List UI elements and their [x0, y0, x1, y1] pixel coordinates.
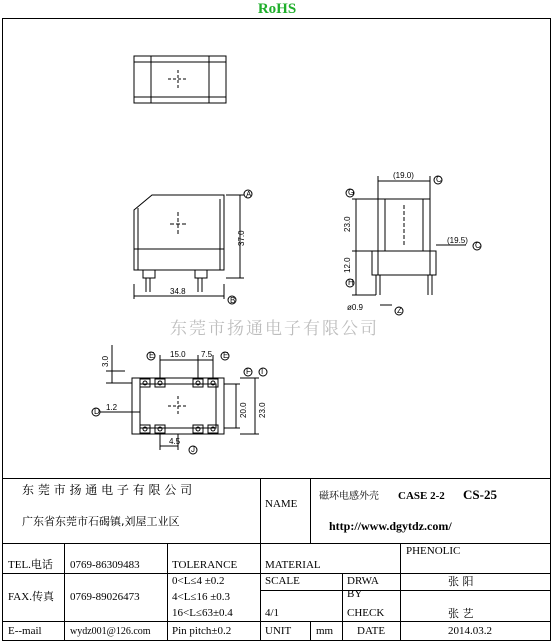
side-body-height-dim: 23.0 — [343, 216, 352, 232]
bottom-callout-j: J — [191, 445, 195, 454]
side-width-top-dim: (19.0) — [393, 171, 414, 180]
drawn-label: DRWA BY — [347, 575, 379, 600]
bottom-callout-d: D — [94, 407, 100, 416]
tolerance-row-3: 16<L≤63±0.4 — [172, 607, 233, 619]
side-callout-c2: C — [475, 241, 481, 250]
tolerance-row-1: 0<L≤4 ±0.2 — [172, 575, 225, 587]
side-callout-h: H — [348, 278, 354, 287]
front-callout-b: B — [230, 296, 236, 305]
side-pin-height-dim: 12.0 — [343, 257, 352, 273]
fax-value: 0769-89026473 — [70, 591, 140, 603]
scale-value: 4/1 — [265, 607, 280, 619]
side-callout-g: G — [348, 188, 355, 197]
front-width-dim: 34.8 — [170, 287, 186, 296]
date-label: DATE — [357, 625, 386, 637]
fax-label: FAX.传真 — [8, 591, 54, 603]
bottom-callout-f: F — [246, 367, 251, 376]
bottom-dim-1-2: 1.2 — [106, 403, 118, 412]
scale-label: SCALE — [265, 575, 300, 587]
tel-value: 0769-86309483 — [70, 559, 140, 571]
bottom-callout-e1: E — [149, 351, 155, 360]
checked-by: 张 艺 — [448, 607, 474, 620]
side-callout-z: Z — [397, 306, 402, 315]
unit-value: mm — [316, 625, 334, 637]
tolerance-row-2: 4<L≤16 ±0.3 — [172, 591, 230, 603]
material-label: MATERIAL — [265, 559, 321, 571]
front-callout-a: A — [246, 190, 252, 199]
side-callout-c1: C — [436, 175, 442, 184]
date-value: 2014.03.2 — [448, 625, 492, 637]
website-link[interactable]: http://www.dgytdz.com/ — [329, 519, 452, 533]
bottom-dim-23: 23.0 — [258, 402, 267, 418]
bottom-dim-3: 3.0 — [101, 355, 110, 367]
part-number: CS-25 — [463, 487, 497, 502]
title-block — [2, 478, 551, 641]
bottom-callout-i: I — [261, 367, 264, 376]
bottom-callout-e2: E — [223, 351, 229, 360]
material-value: PHENOLIC — [406, 545, 461, 557]
email-label: E--mail — [8, 625, 42, 637]
check-label: CHECK — [347, 607, 385, 619]
bottom-dim-7-5: 7.5 — [201, 350, 213, 359]
name-label: NAME — [265, 498, 298, 510]
side-view — [346, 176, 481, 315]
front-view — [134, 190, 252, 304]
bottom-dim-15: 15.0 — [170, 350, 186, 359]
unit-label: UNIT — [265, 625, 292, 637]
case-label: CASE 2-2 — [398, 490, 445, 502]
company-name: 东 莞 市 扬 通 电 子 有 限 公 司 — [22, 483, 193, 497]
email-value[interactable]: wydz001@126.com — [70, 626, 151, 637]
part-name: 磁环电感外壳 — [319, 491, 379, 502]
side-pin-dia-dim: ø0.9 — [347, 303, 364, 312]
rohs-label: RoHS — [257, 1, 297, 17]
drawn-by: 张 阳 — [448, 575, 474, 588]
top-view — [134, 56, 226, 103]
tolerance-row-4: Pin pitch±0.2 — [172, 625, 232, 637]
tolerance-label: TOLERANCE — [172, 559, 238, 571]
bottom-dim-4-5: 4.5 — [169, 437, 181, 446]
company-address: 广东省东莞市石碣镇,刘屋工业区 — [22, 515, 180, 528]
bottom-dim-20: 20.0 — [239, 402, 248, 418]
watermark: 东莞市扬通电子有限公司 — [170, 319, 379, 339]
side-width-mid-dim: (19.5) — [447, 236, 468, 245]
tel-label: TEL.电话 — [8, 559, 53, 571]
front-height-dim: 37.0 — [237, 230, 246, 246]
